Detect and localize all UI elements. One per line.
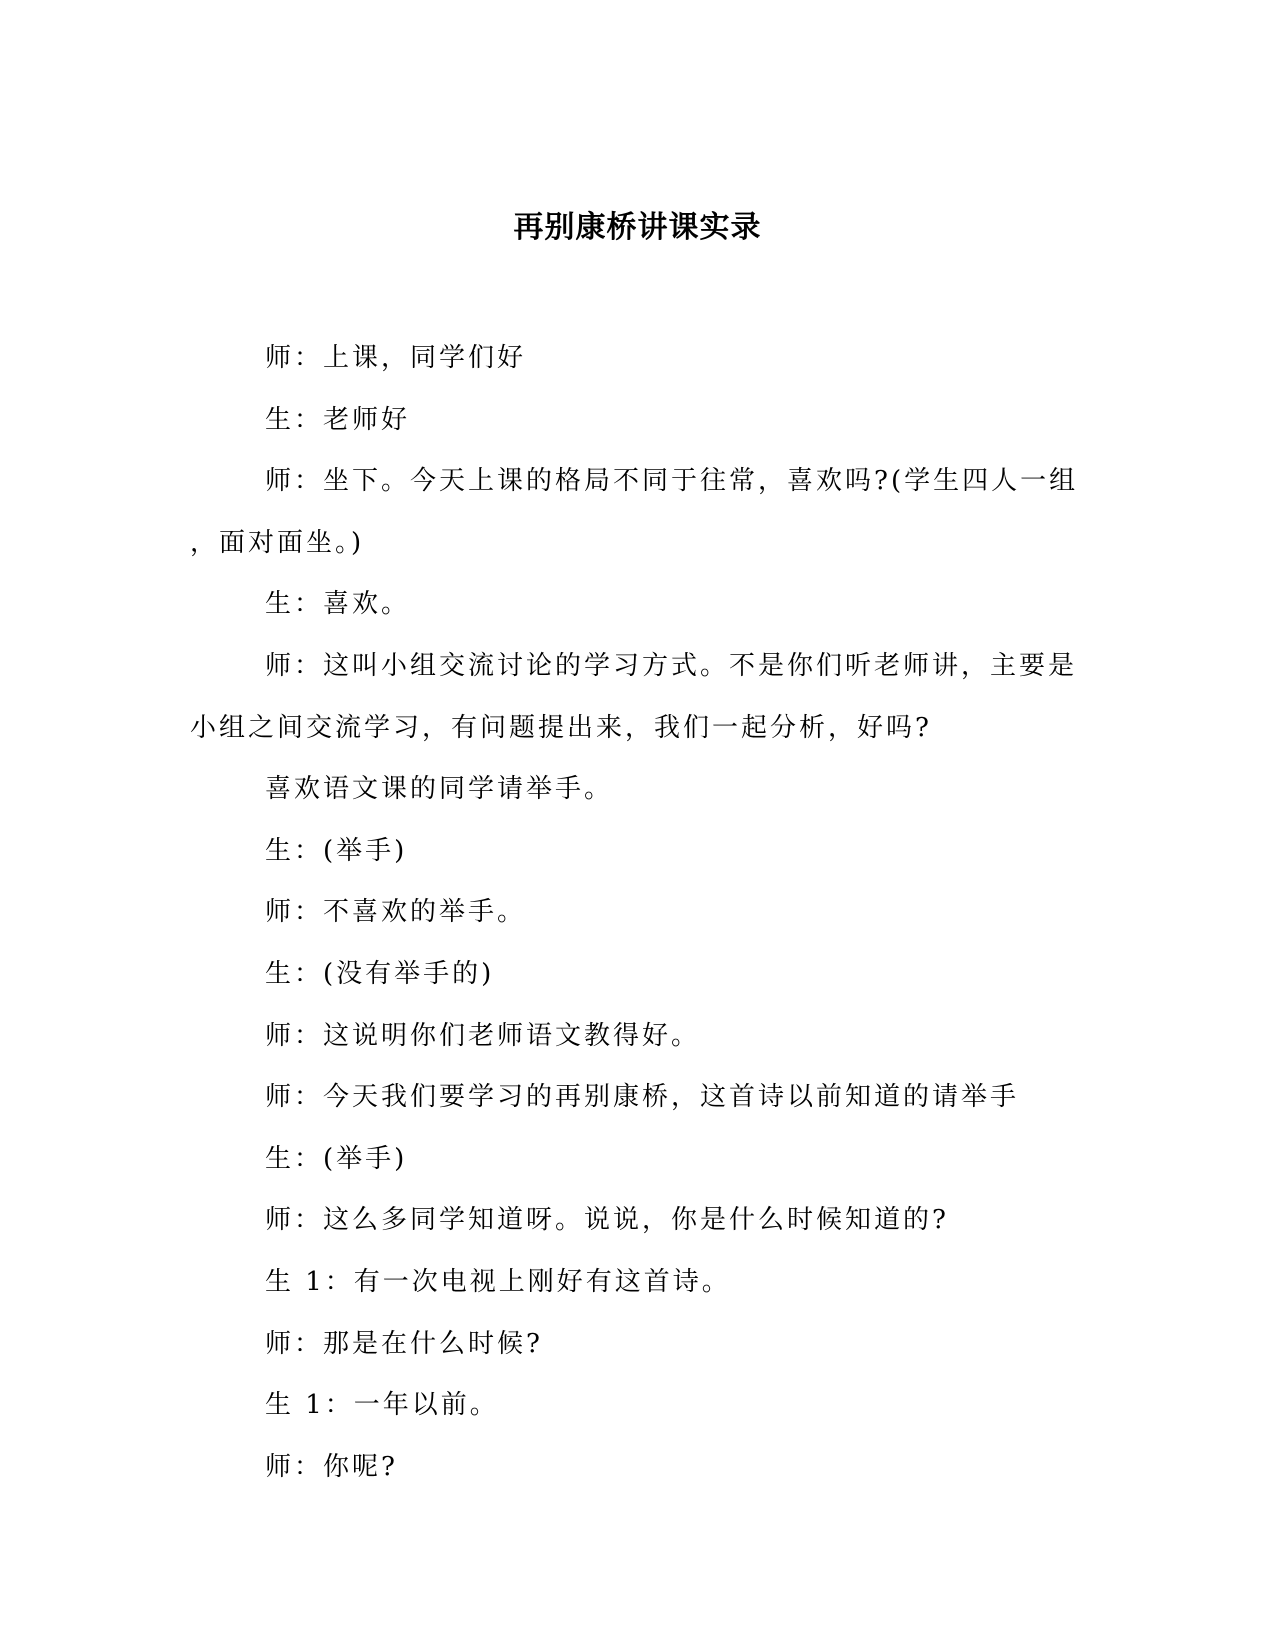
paragraph: 师：那是在什么时候? [265, 1328, 543, 1359]
paragraph-continuation: ，面对面坐。) [190, 527, 365, 558]
paragraph: 生 1：有一次电视上刚好有这首诗。 [265, 1266, 731, 1297]
paragraph: 生：喜欢。 [265, 589, 411, 620]
paragraph: 师：不喜欢的举手。 [265, 897, 527, 928]
paragraph: 生 1：一年以前。 [265, 1390, 499, 1421]
paragraph: 生：(没有举手的) [265, 958, 495, 989]
paragraph-continuation: 小组之间交流学习，有问题提出来，我们一起分析，好吗? [190, 712, 932, 743]
paragraph: 师：上课，同学们好 [265, 343, 527, 373]
paragraph: 生：老师好 [265, 404, 411, 435]
paragraph: 喜欢语文课的同学请举手。 [265, 774, 614, 805]
paragraph: 师：这叫小组交流讨论的学习方式。不是你们听老师讲，主要是 [265, 650, 1078, 681]
paragraph: 师：这么多同学知道呀。说说，你是什么时候知道的? [265, 1205, 949, 1236]
paragraph: 生：(举手) [265, 1143, 408, 1174]
paragraph: 师：你呢? [265, 1451, 398, 1482]
paragraph: 师：今天我们要学习的再别康桥，这首诗以前知道的请举手 [265, 1082, 1020, 1113]
paragraph: 师：坐下。今天上课的格局不同于往常，喜欢吗?(学生四人一组 [265, 466, 1079, 497]
paragraph: 生：(举手) [265, 835, 408, 866]
document-body [190, 328, 1085, 1498]
document-title: 再别康桥讲课实录 [513, 210, 762, 245]
paragraph: 师：这说明你们老师语文教得好。 [265, 1020, 701, 1051]
